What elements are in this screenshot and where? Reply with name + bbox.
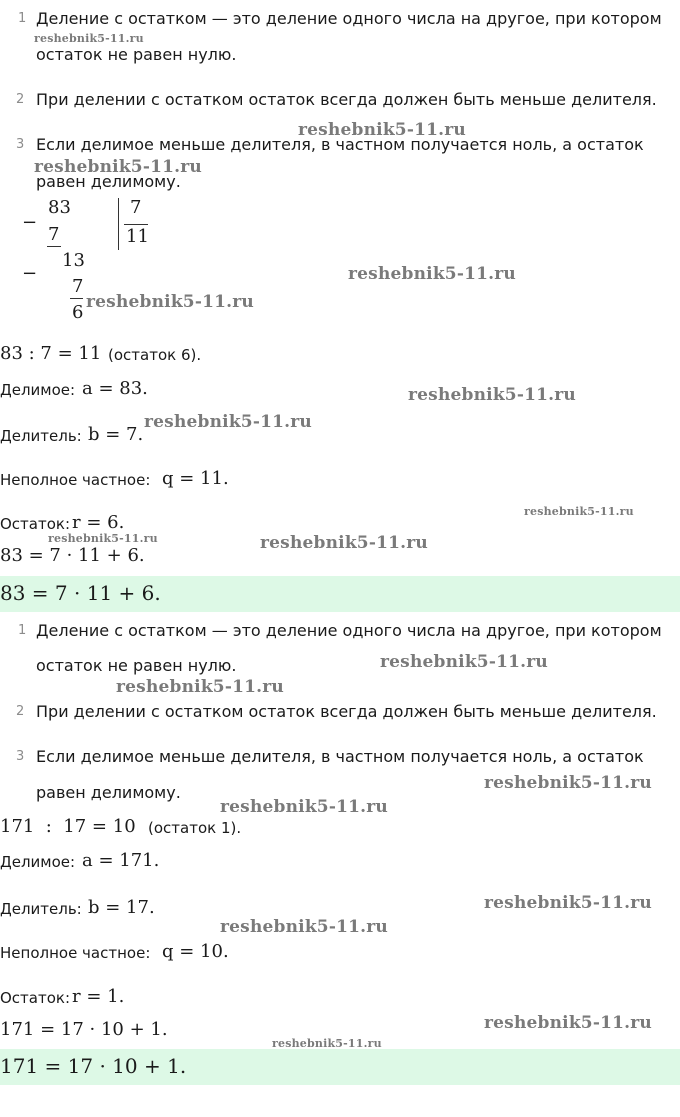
result-note: (остаток 6). xyxy=(108,346,202,364)
result-note: (остаток 1). xyxy=(148,819,242,837)
quotient-value: q = 11. xyxy=(162,468,229,489)
divisor-value: b = 7. xyxy=(88,424,144,445)
watermark: reshebnik5-11.ru xyxy=(220,917,388,937)
watermark: reshebnik5-11.ru xyxy=(220,797,388,817)
division-bracket xyxy=(118,198,119,250)
partial-dividend: 13 xyxy=(62,250,85,271)
divisor-value: b = 17. xyxy=(88,897,155,918)
rule-text: При делении с остатком остаток всегда должен быть меньше делителя. xyxy=(36,90,657,109)
rule-text: Если делимое меньше делителя, в частном получается ноль, а остаток xyxy=(36,747,644,766)
watermark: reshebnik5-11.ru xyxy=(298,120,466,140)
check-equation: 83 = 7 · 11 + 6. xyxy=(0,545,145,566)
watermark: reshebnik5-11.ru xyxy=(272,1037,382,1050)
quotient: 11 xyxy=(126,226,149,247)
dividend-label: Делимое: xyxy=(0,381,76,399)
quotient-line xyxy=(124,224,148,225)
minus-sign: − xyxy=(22,263,38,284)
watermark: reshebnik5-11.ru xyxy=(348,264,516,284)
answer-highlight xyxy=(0,576,680,612)
rule-number: 1 xyxy=(18,11,27,26)
watermark: reshebnik5-11.ru xyxy=(524,505,634,518)
answer-text: 83 = 7 · 11 + 6. xyxy=(0,581,161,605)
rule-text: Если делимое меньше делителя, в частном получается ноль, а остаток xyxy=(36,135,644,154)
result-expression: 83 : 7 = 11 xyxy=(0,343,102,364)
division-underline xyxy=(47,246,61,247)
rule-text: остаток не равен нулю. xyxy=(36,45,237,64)
watermark: reshebnik5-11.ru xyxy=(484,1013,652,1033)
dividend: 83 xyxy=(48,197,71,218)
answer-text: 171 = 17 · 10 + 1. xyxy=(0,1054,187,1078)
subtrahend: 7 xyxy=(72,276,84,297)
rule-text: равен делимому. xyxy=(36,172,181,191)
divisor-label: Делитель: xyxy=(0,427,82,445)
quotient-label: Неполное частное: xyxy=(0,471,151,489)
answer-highlight xyxy=(0,1049,680,1085)
rule-text: Деление с остатком — это деление одного числа на другое, при котором xyxy=(36,9,662,28)
rule-number: 1 xyxy=(18,623,27,638)
remainder-value: r = 1. xyxy=(72,986,125,1007)
dividend-label: Делимое: xyxy=(0,853,76,871)
rule-text: остаток не равен нулю. xyxy=(36,656,237,675)
rule-number: 3 xyxy=(16,137,25,152)
dividend-value: a = 171. xyxy=(82,850,160,871)
remainder-label: Остаток: xyxy=(0,989,71,1007)
division-underline xyxy=(70,298,83,299)
watermark: reshebnik5-11.ru xyxy=(34,157,202,177)
minus-sign: − xyxy=(22,212,38,233)
rule-number: 2 xyxy=(16,92,25,107)
watermark: reshebnik5-11.ru xyxy=(144,412,312,432)
watermark: reshebnik5-11.ru xyxy=(260,533,428,553)
rule-number: 3 xyxy=(16,749,25,764)
rule-text: При делении с остатком остаток всегда должен быть меньше делителя. xyxy=(36,702,657,721)
subtrahend: 7 xyxy=(48,224,60,245)
watermark: reshebnik5-11.ru xyxy=(86,292,254,312)
quotient-value: q = 10. xyxy=(162,941,229,962)
watermark: reshebnik5-11.ru xyxy=(48,532,158,545)
check-equation: 171 = 17 · 10 + 1. xyxy=(0,1019,168,1040)
divisor-label: Делитель: xyxy=(0,900,82,918)
watermark: reshebnik5-11.ru xyxy=(484,893,652,913)
result-expression: 171 : 17 = 10 xyxy=(0,816,136,837)
watermark: reshebnik5-11.ru xyxy=(380,652,548,672)
quotient-label: Неполное частное: xyxy=(0,944,151,962)
remainder-value: r = 6. xyxy=(72,512,125,533)
rule-number: 2 xyxy=(16,704,25,719)
rule-text: равен делимому. xyxy=(36,783,181,802)
remainder-label: Остаток: xyxy=(0,515,71,533)
rule-text: Деление с остатком — это деление одного числа на другое, при котором xyxy=(36,621,662,640)
dividend-value: a = 83. xyxy=(82,378,148,399)
watermark: reshebnik5-11.ru xyxy=(408,385,576,405)
divisor: 7 xyxy=(130,197,142,218)
remainder: 6 xyxy=(72,302,84,323)
watermark: reshebnik5-11.ru xyxy=(34,32,144,45)
watermark: reshebnik5-11.ru xyxy=(116,677,284,697)
watermark: reshebnik5-11.ru xyxy=(484,773,652,793)
